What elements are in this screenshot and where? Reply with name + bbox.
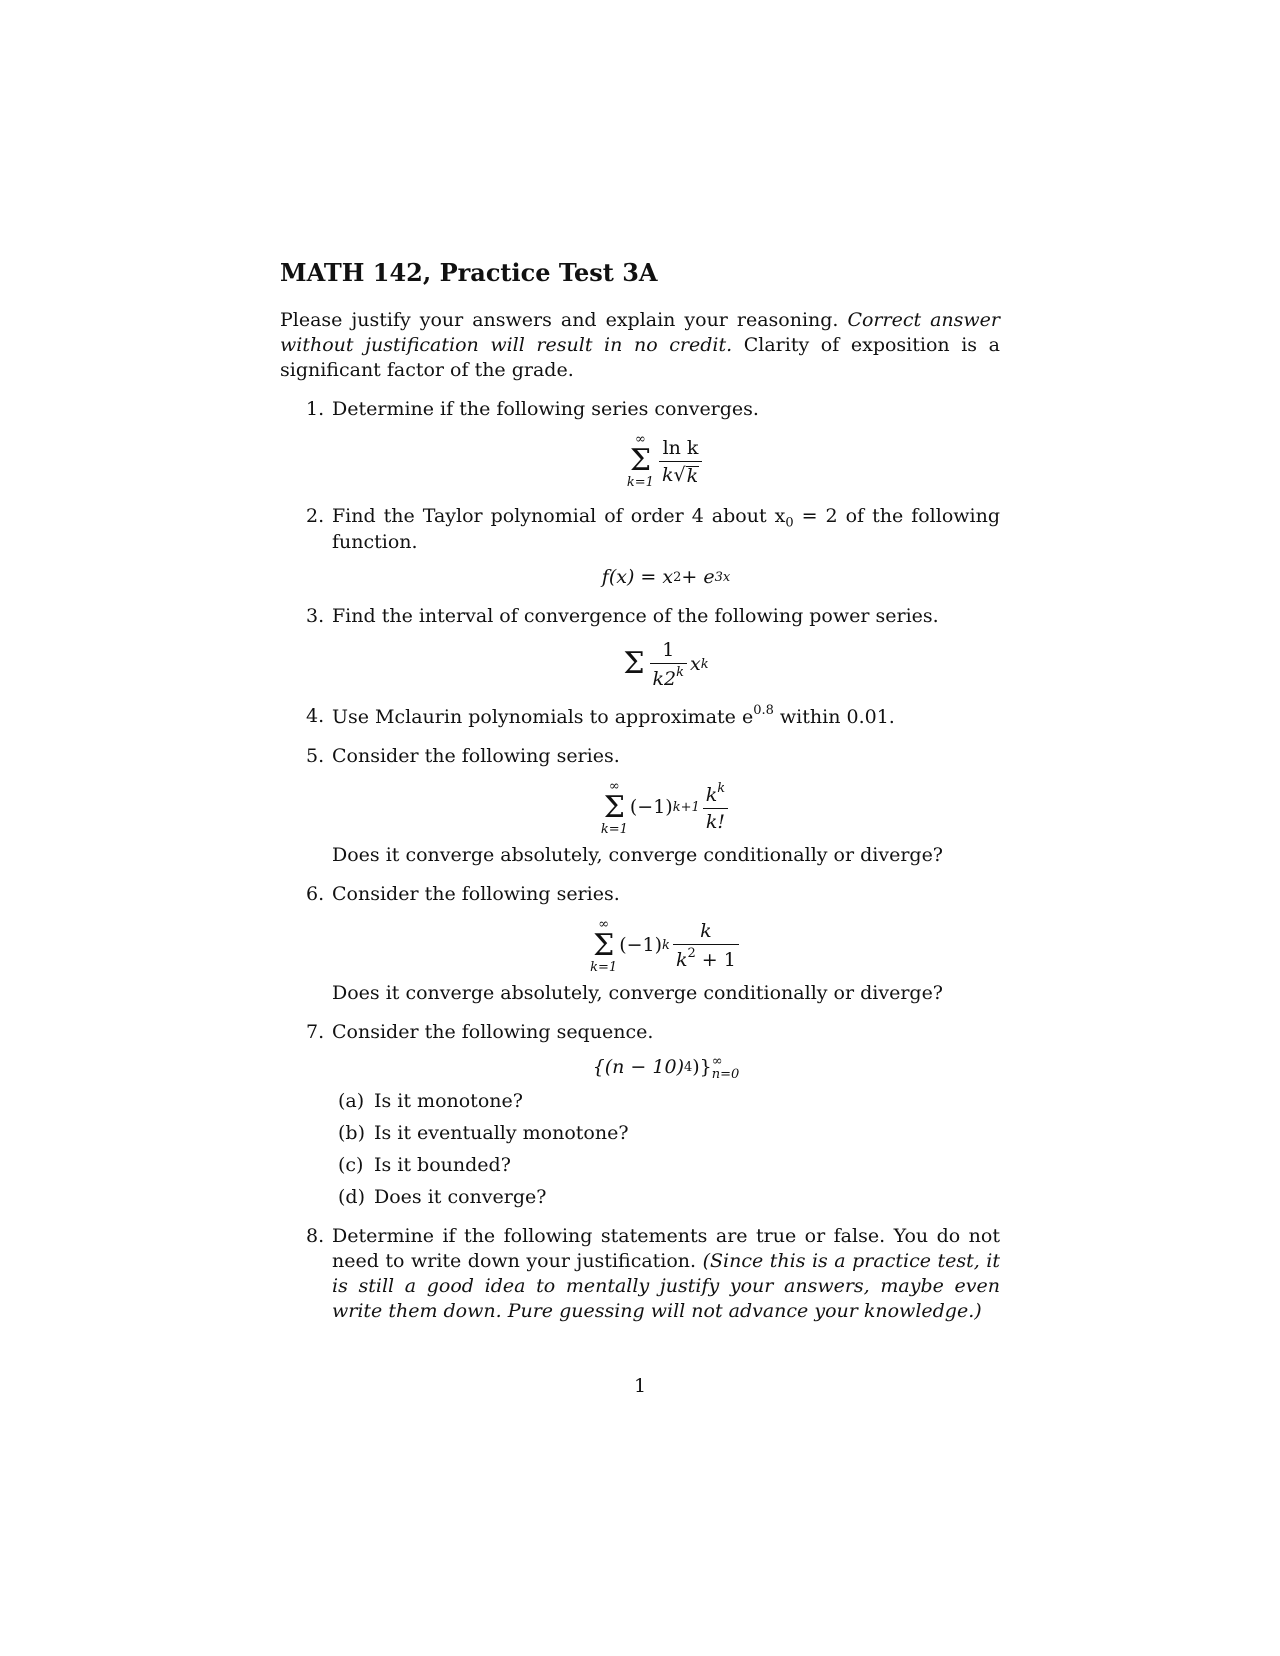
problem-5: 5. Consider the following series. ∞ Σ k=1 (−1) k+1 $\frac{k^k}{k!}$ Does it converge absolutely, converge conditionally or diverge? bbox=[280, 744, 1000, 868]
sub-question-list bbox=[332, 1089, 1000, 1210]
series-formula-5: ∞ Σ k=1 (−1) k+1 $\frac{k^k}{k!}$ bbox=[332, 779, 1000, 837]
instructions: Please justify your answers and explain your reasoning. Correct answer without justification will result in no credit. Clarity of exposition is a significant factor of the grade. bbox=[280, 309, 1001, 381]
page-number: 1 bbox=[633, 1375, 647, 1397]
problem-8: 8. Determine if the following statements are true or false. You do not need to write down your justification. (Since this is a practice test, it is still a good idea to mentally justify your answers, maybe even write them down. Pure guessing will not advance your knowledge.) bbox=[306, 1224, 1000, 1322]
problem-6: 6. Consider the following series. ∞ Σ k=1 (−1) k $\frac{k}{k^2 + 1}$ Does it converge absolutely, converge conditionally or diverge? bbox=[280, 882, 1000, 1006]
problem-list bbox=[280, 397, 1000, 1324]
sub-question: (d) Does it converge? bbox=[338, 1185, 547, 1208]
series-formula-1: ∞ Σ k=1 ln k k √ k bbox=[332, 432, 1000, 490]
function-formula: f(x) = x 2 + e 3x bbox=[601, 565, 731, 588]
series-formula-6: ∞ Σ k=1 (−1) k $\frac{k}{k^2 + 1}$ bbox=[332, 917, 1000, 975]
problem-4: 4. Use Mclaurin polynomials to approximate $e^{0.8}$ within 0.01. bbox=[306, 702, 895, 728]
document-body bbox=[280, 258, 1000, 1338]
page-title: MATH 142, Practice Test 3A bbox=[280, 258, 658, 287]
problem-7: 7. Consider the following sequence. {(n − 10) 4 )} ∞ n=0 (a) Is it monotone? (b) Is it eventually monotone? (c) Is it bounded? (d) Does it converge? bbox=[280, 1020, 1000, 1210]
sequence-formula: {(n − 10) 4 )} ∞ n=0 bbox=[592, 1053, 740, 1082]
sub-question: (c) Is it bounded? bbox=[338, 1153, 511, 1176]
sub-question: (a) Is it monotone? bbox=[338, 1089, 523, 1112]
problem-3: 3. Find the interval of convergence of the following power series. Σ $\frac{1}{k2^k}$ x k bbox=[280, 604, 1000, 690]
power-series-formula: Σ $\frac{1}{k2^k}$ x k bbox=[623, 638, 709, 690]
sub-question: (b) Is it eventually monotone? bbox=[338, 1121, 629, 1144]
problem-2: 2. Find the Taylor polynomial of order 4 about $x_0 = 2$ of the following function. f(x) = x 2 + e 3x bbox=[306, 505, 1000, 588]
problem-1: 1. Determine if the following series converges. ∞ Σ k=1 ln k k √ k bbox=[280, 397, 1000, 490]
